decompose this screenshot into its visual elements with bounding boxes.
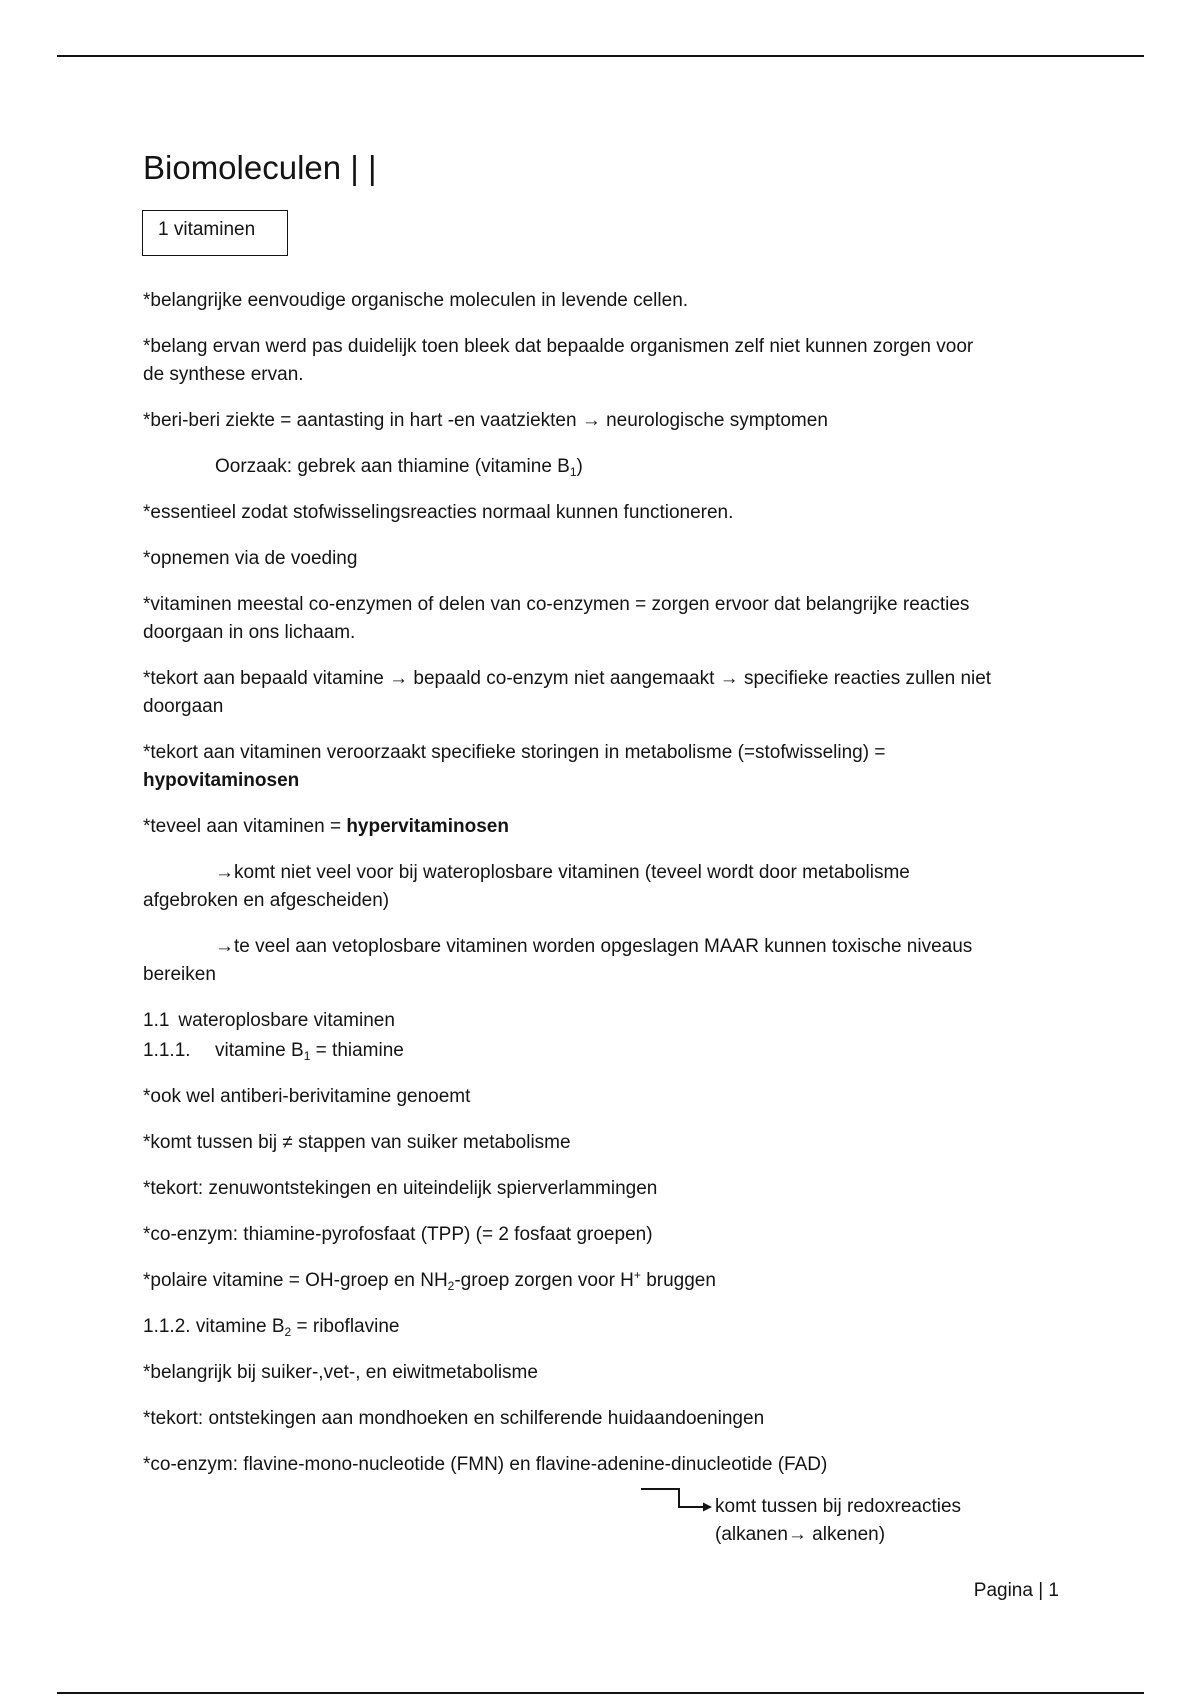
header-rule	[57, 55, 1144, 57]
paragraph-b1-point: *komt tussen bij ≠ stappen van suiker metabolisme	[143, 1132, 571, 1153]
heading-number: 1.1.1.	[143, 1040, 191, 1061]
heading-vitamin-b1	[143, 1037, 1143, 1065]
paragraph-intake: *opnemen via de voeding	[143, 548, 358, 569]
heading-number: 1.1	[143, 1010, 170, 1031]
paragraph-beriberi-cause	[143, 453, 1143, 481]
paragraph-water-soluble-excess	[143, 859, 1143, 915]
paragraph-b1-polarity	[143, 1267, 1143, 1295]
text-segment: -groep zorgen voor H	[454, 1270, 634, 1291]
paragraph-b1-point: *tekort: zenuwontstekingen en uiteindelijk spierverlammingen	[143, 1178, 658, 1199]
text-line: doorgaan	[143, 696, 224, 717]
superscript: +	[633, 1268, 641, 1282]
text-line: →komt niet veel voor bij wateroplosbare vitaminen (teveel wordt door metabolisme	[215, 862, 910, 883]
connector-arrow-icon	[636, 1482, 718, 1514]
paragraph-importance: *belangrijke eenvoudige organische moleculen in levende cellen.	[143, 290, 689, 311]
bold-term: hypervitaminosen	[346, 816, 509, 837]
text-segment: *polaire vitamine = OH-groep en NH	[143, 1270, 448, 1291]
text-line: *tekort aan bepaald vitamine → bepaald co-enzym niet aangemaakt → specifieke reacties zullen niet	[143, 668, 992, 689]
text-line: *belang ervan werd pas duidelijk toen bleek dat bepaalde organismen zelf niet kunnen zorgen voor	[143, 336, 974, 357]
page-number: Pagina | 1	[973, 1580, 1059, 1601]
paragraph-b2-point: *belangrijk bij suiker-,vet-, en eiwitmetabolisme	[143, 1362, 538, 1383]
text-line: afgebroken en afgescheiden)	[143, 890, 390, 911]
subscript: 2	[284, 1325, 292, 1339]
paragraph-b1-point: *co-enzym: thiamine-pyrofosfaat (TPP) (= 2 fosfaat groepen)	[143, 1224, 653, 1245]
section-heading-box: 1 vitaminen	[142, 210, 288, 256]
text-segment: *teveel aan vitaminen =	[143, 816, 347, 837]
heading-text: = thiamine	[310, 1040, 404, 1061]
document-body	[143, 287, 1143, 1497]
paragraph-b2-point: *co-enzym: flavine-mono-nucleotide (FMN) en flavine-adenine-dinucleotide (FAD)	[143, 1454, 828, 1475]
bold-term: hypovitaminosen	[143, 770, 300, 791]
heading-text: = riboflavine	[291, 1316, 400, 1337]
paragraph-hypervitaminosis	[143, 813, 1143, 841]
text-line: →te veel aan vetoplosbare vitaminen worden opgeslagen MAAR kunnen toxische niveaus	[215, 936, 973, 957]
footer-rule	[57, 1692, 1144, 1694]
page-title: Biomoleculen | |	[143, 149, 377, 186]
text-segment: bruggen	[640, 1270, 716, 1291]
text-line: komt tussen bij redoxreacties	[715, 1496, 962, 1517]
heading-text: 1.1.2. vitamine B	[143, 1316, 285, 1337]
paragraph-deficiency-chain	[143, 665, 1143, 721]
paragraph-hypovitaminosis	[143, 739, 1143, 795]
text-line: de synthese ervan.	[143, 364, 304, 385]
paragraph-discovery	[143, 333, 1143, 389]
paragraph-b1-point: *ook wel antiberi-berivitamine genoemt	[143, 1086, 471, 1107]
redox-note	[715, 1493, 961, 1549]
heading-text: wateroplosbare vitaminen	[178, 1010, 395, 1031]
text-line: bereiken	[143, 964, 216, 985]
subscript: 2	[447, 1279, 455, 1293]
subscript: 1	[303, 1049, 311, 1063]
text-line: *tekort aan vitaminen veroorzaakt specifieke storingen in metabolisme (=stofwisseling) =	[143, 742, 886, 763]
text-line: (alkanen→ alkenen)	[715, 1524, 886, 1545]
text-segment: )	[576, 456, 583, 477]
heading-text: vitamine B	[215, 1040, 304, 1061]
text-segment: Oorzaak: gebrek aan thiamine (vitamine B	[215, 456, 570, 477]
paragraph-beriberi: *beri-beri ziekte = aantasting in hart -en vaatziekten → neurologische symptomen	[143, 410, 828, 431]
paragraph-b2-point: *tekort: ontstekingen aan mondhoeken en schilferende huidaandoeningen	[143, 1408, 765, 1429]
subscript: 1	[569, 465, 577, 479]
paragraph-coenzymes	[143, 591, 1143, 647]
text-line: *vitaminen meestal co-enzymen of delen van co-enzymen = zorgen ervoor dat belangrijke reacties	[143, 594, 970, 615]
paragraph-essential: *essentieel zodat stofwisselingsreacties normaal kunnen functioneren.	[143, 502, 734, 523]
heading-vitamin-b2	[143, 1313, 1143, 1341]
text-line: doorgaan in ons lichaam.	[143, 622, 356, 643]
paragraph-fat-soluble-excess	[143, 933, 1143, 989]
heading-water-soluble	[143, 1007, 1143, 1035]
